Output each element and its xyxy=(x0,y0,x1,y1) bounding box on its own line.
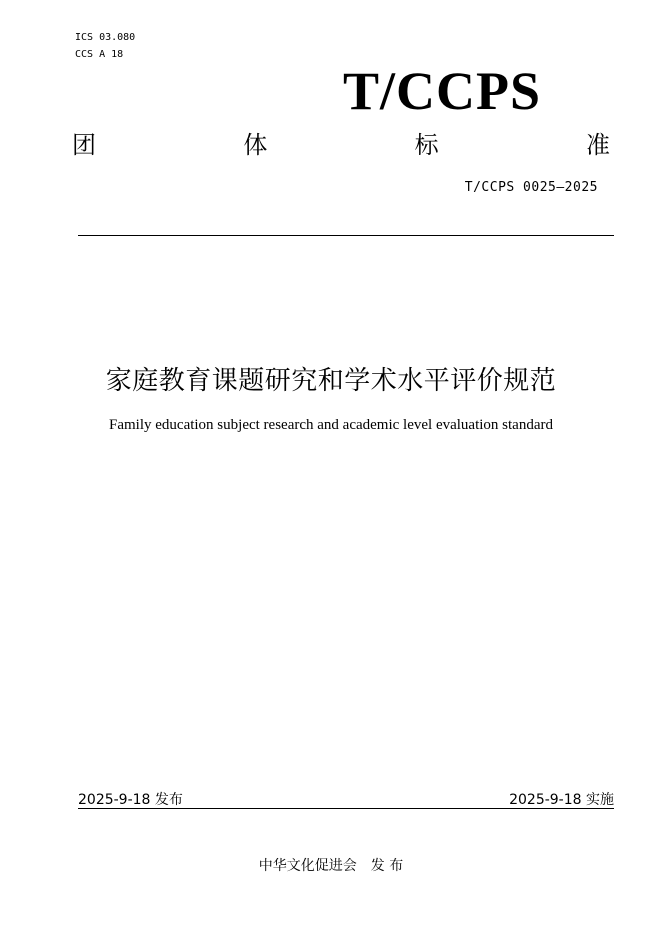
standard-type-char: 准 xyxy=(585,131,610,159)
title-english: Family education subject research and academic level evaluation standard xyxy=(109,417,553,433)
standard-type-char: 体 xyxy=(243,131,268,159)
bottom-divider xyxy=(78,808,614,809)
top-divider xyxy=(78,235,614,236)
standard-type-char: 标 xyxy=(414,131,439,159)
publish-date: 2025-9-18 发布 xyxy=(78,792,183,808)
implement-date: 2025-9-18 实施 xyxy=(509,792,614,808)
ics-code: ICS 03.080 xyxy=(75,32,136,43)
standard-number: T/CCPS 0025—2025 xyxy=(464,180,598,195)
standard-type-char: 团 xyxy=(72,131,96,159)
standard-type xyxy=(72,128,610,162)
title-chinese: 家庭教育课题研究和学术水平评价规范 xyxy=(105,366,557,396)
standard-logo: T/CCPS xyxy=(343,61,542,121)
ccs-code: CCS A 18 xyxy=(75,49,124,60)
publisher: 中华文化促进会 发 布 xyxy=(258,858,404,874)
